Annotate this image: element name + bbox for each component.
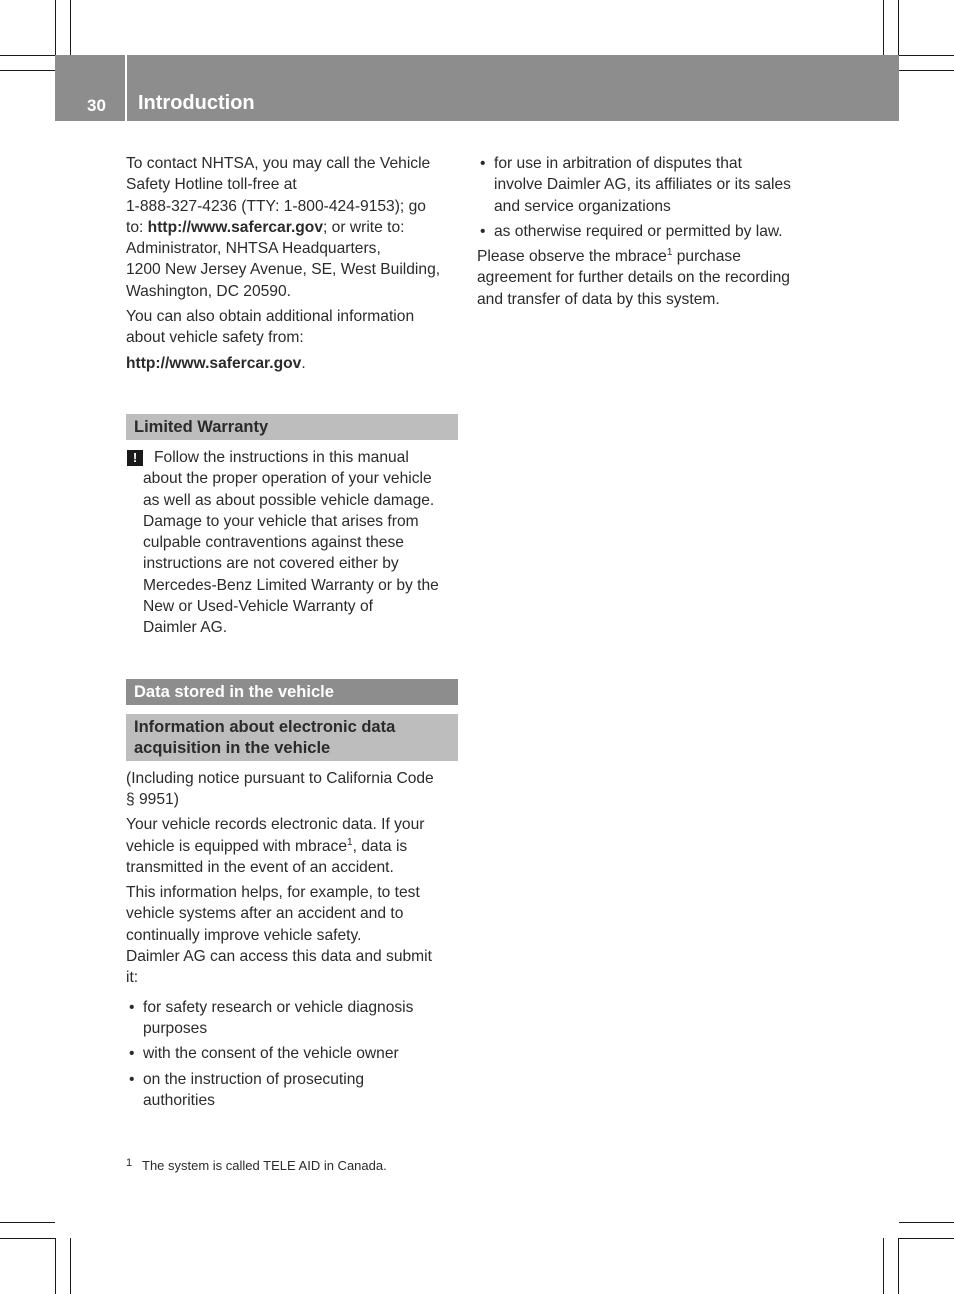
additional-info-paragraph: You can also obtain additional information about vehicle safety from: (126, 308, 415, 347)
crop-mark (55, 0, 56, 55)
crop-mark (899, 70, 954, 71)
observe-paragraph: Please observe the mbrace$^1$ purchase agreement for further details on the recording and transfer of data by this system. (477, 247, 790, 308)
warning-icon: ! (127, 450, 143, 466)
crop-mark (70, 0, 71, 55)
crop-mark (0, 1222, 55, 1223)
footnote-text: The system is called TELE AID in Canada. (142, 1158, 387, 1173)
usage-list (477, 153, 817, 242)
data-stored-heading: Data stored in the vehicle (126, 679, 458, 705)
right-column (477, 153, 817, 314)
crop-mark (898, 0, 899, 55)
footnote-mark: 1 (126, 1157, 133, 1169)
chapter-title: Introduction (138, 92, 255, 114)
page-header (55, 55, 899, 121)
safercar-url-line: http://www.safercar.gov. (126, 354, 306, 372)
footnote-ref: 1 (347, 836, 353, 848)
bullet-icon: • (129, 998, 135, 1016)
left-column (126, 153, 458, 1115)
crop-mark (883, 0, 884, 55)
electronic-data-heading: Information about electronic data acquisition in the vehicle (126, 714, 458, 761)
list-item: • with the consent of the vehicle owner (126, 1043, 458, 1064)
nhtsa-contact-paragraph: To contact NHTSA, you may call the Vehicle Safety Hotline toll-free at 1-888-327-4236 (TTY: 1-800-424-9153); go to: http://www.safercar.gov; or write to: Administrator, NHTSA Headquarters, 1200 New Jersey Avenue, SE, West Building, Washington, DC 20590. (126, 155, 441, 300)
header-divider (125, 55, 127, 121)
warranty-warning: ! Follow the instructions in this manual about the proper operation of your vehicle as well as about possible vehicle damage. Damage to your vehicle that arises from culpable contraventions against these instructions are not covered either by Mercedes-Benz Limited Warranty or by the New or Used-Vehicle Warranty of Daimler AG. (126, 447, 458, 639)
safercar-link[interactable]: http://www.safercar.gov (147, 218, 323, 236)
list-item: • for safety research or vehicle diagnosis purposes (129, 998, 414, 1037)
crop-mark (899, 1238, 954, 1239)
list-item: • for use in arbitration of disputes that involve Daimler AG, its affiliates or its sales and service organizations (480, 155, 791, 215)
crop-mark (0, 1238, 55, 1239)
page-number: 30 (87, 96, 106, 115)
crop-mark (898, 1238, 899, 1294)
footnote-ref: 1 (666, 247, 673, 259)
safercar-link[interactable]: http://www.safercar.gov (126, 354, 302, 372)
helps-paragraph: This information helps, for example, to test vehicle systems after an accident and to continually improve vehicle safety. Daimler AG can access this data and submit it: (126, 884, 432, 987)
records-paragraph: Your vehicle records electronic data. If your vehicle is equipped with mbrace$^1$, data is transmitted in the event of an accident. (126, 816, 425, 876)
crop-mark (899, 1222, 954, 1223)
crop-mark (883, 1238, 884, 1294)
list-item: • as otherwise required or permitted by law. (477, 221, 817, 242)
crop-mark (0, 55, 55, 56)
california-notice: (Including notice pursuant to California Code § 9951) (126, 769, 434, 808)
crop-mark (0, 70, 55, 71)
crop-mark (55, 1238, 56, 1294)
limited-warranty-heading: Limited Warranty (126, 414, 458, 440)
crop-mark (899, 55, 954, 56)
crop-mark (70, 1238, 71, 1294)
submission-list (126, 997, 458, 1111)
bullet-icon: • (129, 1045, 135, 1063)
bullet-icon: • (129, 1070, 135, 1088)
list-item: • on the instruction of prosecuting authorities (129, 1070, 365, 1109)
bullet-icon: • (480, 222, 486, 240)
bullet-icon: • (480, 155, 486, 172)
